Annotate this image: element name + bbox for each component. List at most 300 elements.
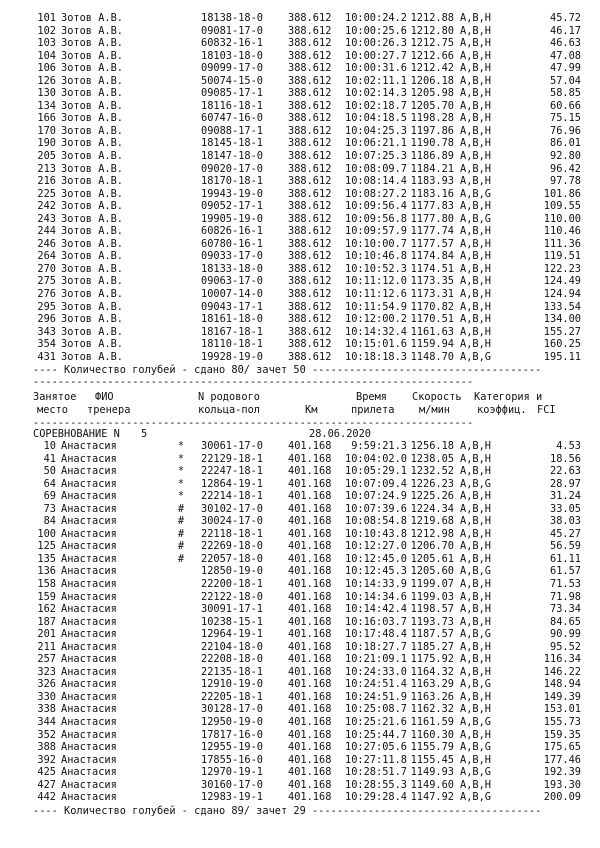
cell-ring: 22205-18-1: [201, 690, 263, 703]
table-row: [0, 440, 600, 453]
table-row: [0, 62, 600, 75]
cell-speed: 1219.68: [410, 515, 454, 528]
cell-ring: 09043-17-1: [201, 300, 263, 313]
cell-ring: 22057-18-0: [201, 552, 263, 565]
cell-km: 388.612: [288, 237, 332, 250]
cell-place: 190: [37, 137, 56, 150]
cell-km: 388.612: [288, 24, 332, 37]
cell-name: Анастасия: [61, 515, 117, 528]
cell-category: A,B,H: [460, 552, 491, 565]
cell-name: Зотов А.В.: [61, 300, 123, 313]
cell-km: 388.612: [288, 49, 332, 62]
cell-place: 106: [37, 62, 56, 75]
cell-name: Зотов А.В.: [61, 237, 123, 250]
cell-km: 388.612: [288, 350, 332, 363]
cell-category: A,B,G: [460, 628, 491, 641]
cell-ring: 09088-17-1: [201, 124, 263, 137]
table-row: [0, 453, 600, 466]
cell-name: Анастасия: [61, 540, 117, 553]
cell-name: Зотов А.В.: [61, 275, 123, 288]
cell-km: 401.168: [288, 490, 332, 503]
cell-fci: 159.35: [543, 728, 581, 741]
table-row: [0, 503, 600, 516]
cell-speed: 1199.07: [410, 578, 454, 591]
cell-category: A,B,H: [460, 665, 491, 678]
cell-ring: 60747-16-0: [201, 112, 263, 125]
header-time-2: прилета: [351, 404, 395, 416]
cell-place: 264: [37, 250, 56, 263]
table-row: [0, 779, 600, 792]
cell-fci: 110.46: [543, 225, 581, 238]
cell-ring: 18110-18-1: [201, 338, 263, 351]
cell-time: 9:59:21.3: [351, 440, 407, 452]
cell-speed: 1149.60: [410, 778, 454, 791]
cell-category: A,B,G: [460, 187, 491, 200]
cell-km: 401.168: [288, 603, 332, 616]
cell-place: 73: [43, 502, 56, 515]
cell-speed: 1173.35: [410, 275, 454, 288]
cell-category: A,B,H: [460, 137, 491, 150]
cell-name: Зотов А.В.: [61, 175, 123, 188]
table-row: [0, 100, 600, 113]
cell-fci: 149.39: [543, 690, 581, 703]
cell-time: 10:00:26.3: [345, 37, 407, 50]
cell-time: 10:11:54.9: [345, 300, 407, 313]
cell-km: 401.168: [288, 678, 332, 691]
cell-category: A,B,H: [460, 338, 491, 351]
cell-fci: 200.09: [543, 791, 581, 804]
cell-name: Зотов А.В.: [61, 49, 123, 62]
cell-place: 50: [43, 465, 56, 478]
cell-ring: 12983-19-1: [201, 791, 263, 804]
header-place-2: место: [37, 404, 68, 416]
cell-ring: 12850-19-0: [201, 565, 263, 578]
cell-km: 388.612: [288, 338, 332, 351]
table-row: [0, 478, 600, 491]
table-row: [0, 288, 600, 301]
cell-name: Зотов А.В.: [61, 262, 123, 275]
cell-place: 41: [43, 452, 56, 465]
results-table-anastasia: [0, 440, 600, 804]
cell-ring: 17817-16-0: [201, 728, 263, 741]
cell-time: 10:14:33.9: [345, 578, 407, 591]
competition-date: 28.06.2020: [309, 428, 371, 440]
cell-km: 401.168: [288, 766, 332, 779]
table-row: [0, 628, 600, 641]
cell-speed: 1161.59: [410, 716, 454, 729]
cell-time: 10:02:14.3: [345, 87, 407, 100]
cell-place: 170: [37, 124, 56, 137]
cell-name: Анастасия: [61, 703, 117, 716]
cell-fci: 46.63: [550, 37, 581, 50]
cell-place: 201: [37, 628, 56, 641]
table-row: [0, 791, 600, 804]
table-row: [0, 716, 600, 729]
cell-place: 205: [37, 150, 56, 163]
cell-time: 10:28:55.3: [345, 778, 407, 791]
cell-place: 296: [37, 313, 56, 326]
cell-time: 10:27:05.6: [345, 741, 407, 754]
table-row: [0, 490, 600, 503]
cell-time: 10:14:34.6: [345, 590, 407, 603]
cell-place: 323: [37, 665, 56, 678]
cell-speed: 1149.93: [410, 766, 454, 779]
cell-ring: 10007-14-0: [201, 288, 263, 301]
cell-km: 388.612: [288, 74, 332, 87]
cell-km: 388.612: [288, 124, 332, 137]
table-row: [0, 250, 600, 263]
cell-fci: 61.11: [550, 552, 581, 565]
cell-time: 10:16:03.7: [345, 615, 407, 628]
cell-ring: 22208-18-0: [201, 653, 263, 666]
table-row: [0, 729, 600, 742]
cell-place: 338: [37, 703, 56, 716]
cell-category: A,B,G: [460, 741, 491, 754]
cell-speed: 1190.78: [410, 137, 454, 150]
cell-place: 166: [37, 112, 56, 125]
cell-place: 343: [37, 325, 56, 338]
cell-time: 10:28:51.7: [345, 766, 407, 779]
cell-name: Зотов А.В.: [61, 250, 123, 263]
cell-name: Анастасия: [61, 502, 117, 515]
cell-ring: 22200-18-1: [201, 578, 263, 591]
cell-speed: 1198.28: [410, 112, 454, 125]
cell-fci: 119.51: [543, 250, 581, 263]
cell-mark: #: [177, 540, 185, 553]
table-row: [0, 465, 600, 478]
cell-category: A,B,H: [460, 225, 491, 238]
cell-fci: 58.85: [550, 87, 581, 100]
cell-place: 126: [37, 74, 56, 87]
cell-ring: 60780-16-1: [201, 237, 263, 250]
cell-time: 10:08:54.8: [345, 515, 407, 528]
cell-name: Зотов А.В.: [61, 124, 123, 137]
cell-speed: 1212.75: [410, 37, 454, 50]
cell-place: 242: [37, 200, 56, 213]
cell-category: A,B,H: [460, 640, 491, 653]
cell-category: A,B,H: [460, 603, 491, 616]
competition-label: СОРЕВНОВАНИЕ N: [33, 428, 120, 440]
cell-fci: 71.98: [550, 590, 581, 603]
cell-ring: 30128-17-0: [201, 703, 263, 716]
cell-category: A,B,H: [460, 237, 491, 250]
cell-mark: *: [177, 490, 185, 503]
cell-ring: 18133-18-0: [201, 262, 263, 275]
cell-place: 425: [37, 766, 56, 779]
cell-name: Анастасия: [61, 490, 117, 503]
cell-name: Анастасия: [61, 778, 117, 791]
cell-speed: 1183.16: [410, 187, 454, 200]
cell-ring: 19905-19-0: [201, 212, 263, 225]
cell-category: A,B,H: [460, 465, 491, 478]
cell-place: 130: [37, 87, 56, 100]
cell-place: 330: [37, 690, 56, 703]
cell-category: A,B,H: [460, 653, 491, 666]
table-row: [0, 540, 600, 553]
cell-fci: 155.73: [543, 716, 581, 729]
cell-speed: 1163.29: [410, 678, 454, 691]
cell-speed: 1184.21: [410, 162, 454, 175]
cell-km: 401.168: [288, 578, 332, 591]
header-trainer-1: ФИО: [95, 391, 114, 403]
cell-category: A,B,H: [460, 124, 491, 137]
cell-time: 10:04:18.5: [345, 112, 407, 125]
header-ring-1: N родового: [198, 391, 260, 403]
table-row: [0, 603, 600, 616]
cell-place: 84: [43, 515, 56, 528]
cell-ring: 12955-19-0: [201, 741, 263, 754]
cell-fci: 153.01: [543, 703, 581, 716]
cell-category: A,B,G: [460, 350, 491, 363]
cell-km: 388.612: [288, 288, 332, 301]
table-row: [0, 641, 600, 654]
cell-place: 216: [37, 175, 56, 188]
table-row: [0, 225, 600, 238]
cell-ring: 18103-18-0: [201, 49, 263, 62]
cell-km: 388.612: [288, 250, 332, 263]
header-fci: FCI: [537, 404, 556, 416]
cell-fci: 95.52: [550, 640, 581, 653]
cell-category: A,B,H: [460, 527, 491, 540]
cell-place: 243: [37, 212, 56, 225]
cell-category: A,B,H: [460, 87, 491, 100]
cell-place: 159: [37, 590, 56, 603]
table-row: [0, 301, 600, 314]
cell-category: A,B,H: [460, 37, 491, 50]
cell-name: Анастасия: [61, 628, 117, 641]
table-row: [0, 188, 600, 201]
cell-category: A,B,H: [460, 250, 491, 263]
cell-place: 158: [37, 578, 56, 591]
cell-name: Анастасия: [61, 565, 117, 578]
cell-speed: 1238.05: [410, 452, 454, 465]
cell-name: Зотов А.В.: [61, 313, 123, 326]
cell-place: 344: [37, 716, 56, 729]
cell-speed: 1162.32: [410, 703, 454, 716]
cell-name: Анастасия: [61, 615, 117, 628]
cell-fci: 28.97: [550, 477, 581, 490]
cell-fci: 122.23: [543, 262, 581, 275]
cell-time: 10:21:09.1: [345, 653, 407, 666]
cell-ring: 60832-16-1: [201, 37, 263, 50]
cell-speed: 1193.73: [410, 615, 454, 628]
cell-ring: 30024-17-0: [201, 515, 263, 528]
cell-mark: #: [177, 515, 185, 528]
table-row: [0, 691, 600, 704]
cell-ring: 30091-17-1: [201, 603, 263, 616]
cell-fci: 47.99: [550, 62, 581, 75]
cell-place: 354: [37, 338, 56, 351]
cell-ring: 09085-17-1: [201, 87, 263, 100]
cell-category: A,B,H: [460, 690, 491, 703]
cell-fci: 160.25: [543, 338, 581, 351]
cell-speed: 1159.94: [410, 338, 454, 351]
cell-km: 401.168: [288, 728, 332, 741]
cell-category: A,B,H: [460, 753, 491, 766]
table-row: [0, 703, 600, 716]
cell-speed: 1175.92: [410, 653, 454, 666]
cell-fci: 22.63: [550, 465, 581, 478]
cell-speed: 1212.80: [410, 24, 454, 37]
cell-time: 10:10:46.8: [345, 250, 407, 263]
cell-name: Зотов А.В.: [61, 200, 123, 213]
cell-km: 401.168: [288, 527, 332, 540]
cell-fci: 45.27: [550, 527, 581, 540]
table-row: [0, 338, 600, 351]
cell-km: 401.168: [288, 540, 332, 553]
table-row: [0, 37, 600, 50]
cell-name: Анастасия: [61, 728, 117, 741]
cell-fci: 155.27: [543, 325, 581, 338]
table-row: [0, 163, 600, 176]
cell-speed: 1224.34: [410, 502, 454, 515]
cell-fci: 90.99: [550, 628, 581, 641]
cell-km: 401.168: [288, 440, 332, 452]
cell-time: 10:24:33.0: [345, 665, 407, 678]
table-row: [0, 653, 600, 666]
cell-ring: 12864-19-1: [201, 477, 263, 490]
cell-fci: 175.65: [543, 741, 581, 754]
cell-fci: 193.30: [543, 778, 581, 791]
cell-name: Анастасия: [61, 716, 117, 729]
cell-category: A,B,H: [460, 300, 491, 313]
cell-km: 388.612: [288, 37, 332, 50]
cell-time: 10:12:45.0: [345, 552, 407, 565]
table-row: [0, 12, 600, 25]
cell-name: Зотов А.В.: [61, 24, 123, 37]
cell-place: 100: [37, 527, 56, 540]
cell-km: 388.612: [288, 325, 332, 338]
table-row: [0, 112, 600, 125]
cell-km: 401.168: [288, 741, 332, 754]
cell-category: A,B,H: [460, 590, 491, 603]
cell-speed: 1148.70: [410, 350, 454, 363]
cell-time: 10:17:48.4: [345, 628, 407, 641]
cell-time: 10:11:12.0: [345, 275, 407, 288]
cell-mark: #: [177, 552, 185, 565]
cell-category: A,B,G: [460, 565, 491, 578]
table-row: [0, 754, 600, 767]
cell-fci: 97.78: [550, 175, 581, 188]
cell-speed: 1155.79: [410, 741, 454, 754]
cell-place: 187: [37, 615, 56, 628]
cell-place: 64: [43, 477, 56, 490]
cell-speed: 1177.74: [410, 225, 454, 238]
table-row: [0, 565, 600, 578]
cell-fci: 192.39: [543, 766, 581, 779]
cell-speed: 1170.82: [410, 300, 454, 313]
table-row: [0, 50, 600, 63]
cell-km: 388.612: [288, 262, 332, 275]
cell-speed: 1177.83: [410, 200, 454, 213]
cell-name: Анастасия: [61, 690, 117, 703]
cell-km: 388.612: [288, 99, 332, 112]
cell-name: Анастасия: [61, 678, 117, 691]
cell-time: 10:18:27.7: [345, 640, 407, 653]
cell-category: A,B,H: [460, 74, 491, 87]
cell-time: 10:09:56.8: [345, 212, 407, 225]
summary-zotov: ---- Количество голубей - сдано 80/ зачет 50 -------------------------------------: [33, 364, 542, 376]
cell-name: Зотов А.В.: [61, 37, 123, 50]
cell-name: Анастасия: [61, 640, 117, 653]
cell-km: 388.612: [288, 112, 332, 125]
cell-fci: 124.49: [543, 275, 581, 288]
cell-name: Зотов А.В.: [61, 150, 123, 163]
table-row: [0, 125, 600, 138]
cell-speed: 1206.70: [410, 540, 454, 553]
header-km: Км: [305, 404, 318, 416]
cell-time: 10:25:44.7: [345, 728, 407, 741]
cell-place: 270: [37, 262, 56, 275]
cell-category: A,B,H: [460, 540, 491, 553]
cell-ring: 22135-18-1: [201, 665, 263, 678]
cell-category: A,B,H: [460, 62, 491, 75]
cell-place: 295: [37, 300, 56, 313]
cell-speed: 1164.32: [410, 665, 454, 678]
cell-fci: 116.34: [543, 653, 581, 666]
cell-fci: 60.66: [550, 99, 581, 112]
cell-ring: 12970-19-1: [201, 766, 263, 779]
cell-km: 388.612: [288, 150, 332, 163]
cell-time: 10:24:51.4: [345, 678, 407, 691]
cell-ring: 50074-15-0: [201, 74, 263, 87]
cell-time: 10:18:18.3: [345, 350, 407, 363]
cell-speed: 1198.57: [410, 603, 454, 616]
cell-name: Анастасия: [61, 477, 117, 490]
cell-speed: 1232.52: [410, 465, 454, 478]
cell-name: Анастасия: [61, 590, 117, 603]
cell-speed: 1155.45: [410, 753, 454, 766]
cell-place: 69: [43, 490, 56, 503]
cell-name: Зотов А.В.: [61, 288, 123, 301]
cell-fci: 124.94: [543, 288, 581, 301]
cell-place: 125: [37, 540, 56, 553]
cell-ring: 09081-17-0: [201, 24, 263, 37]
cell-category: A,B,G: [460, 716, 491, 729]
cell-km: 401.168: [288, 753, 332, 766]
cell-category: A,B,H: [460, 728, 491, 741]
cell-speed: 1177.80: [410, 212, 454, 225]
cell-fci: 46.17: [550, 24, 581, 37]
table-row: [0, 263, 600, 276]
cell-time: 10:07:09.4: [345, 477, 407, 490]
header-category-2: коэффиц.: [477, 404, 527, 416]
cell-mark: #: [177, 527, 185, 540]
table-row: [0, 351, 600, 364]
table-row: [0, 741, 600, 754]
cell-place: 427: [37, 778, 56, 791]
table-row: [0, 75, 600, 88]
cell-ring: 60826-16-1: [201, 225, 263, 238]
cell-time: 10:06:21.1: [345, 137, 407, 150]
cell-category: A,B,H: [460, 313, 491, 326]
cell-place: 211: [37, 640, 56, 653]
cell-mark: *: [177, 440, 185, 452]
cell-category: A,B,H: [460, 175, 491, 188]
cell-ring: 22122-18-0: [201, 590, 263, 603]
cell-category: A,B,H: [460, 615, 491, 628]
cell-fci: 18.56: [550, 452, 581, 465]
cell-place: 104: [37, 49, 56, 62]
table-row: [0, 213, 600, 226]
cell-place: 246: [37, 237, 56, 250]
cell-ring: 18170-18-1: [201, 175, 263, 188]
cell-name: Зотов А.В.: [61, 162, 123, 175]
cell-km: 388.612: [288, 187, 332, 200]
header-rule-bottom: -----------------------------------------------------------------------: [33, 417, 474, 429]
table-row: [0, 515, 600, 528]
cell-time: 10:02:18.7: [345, 99, 407, 112]
